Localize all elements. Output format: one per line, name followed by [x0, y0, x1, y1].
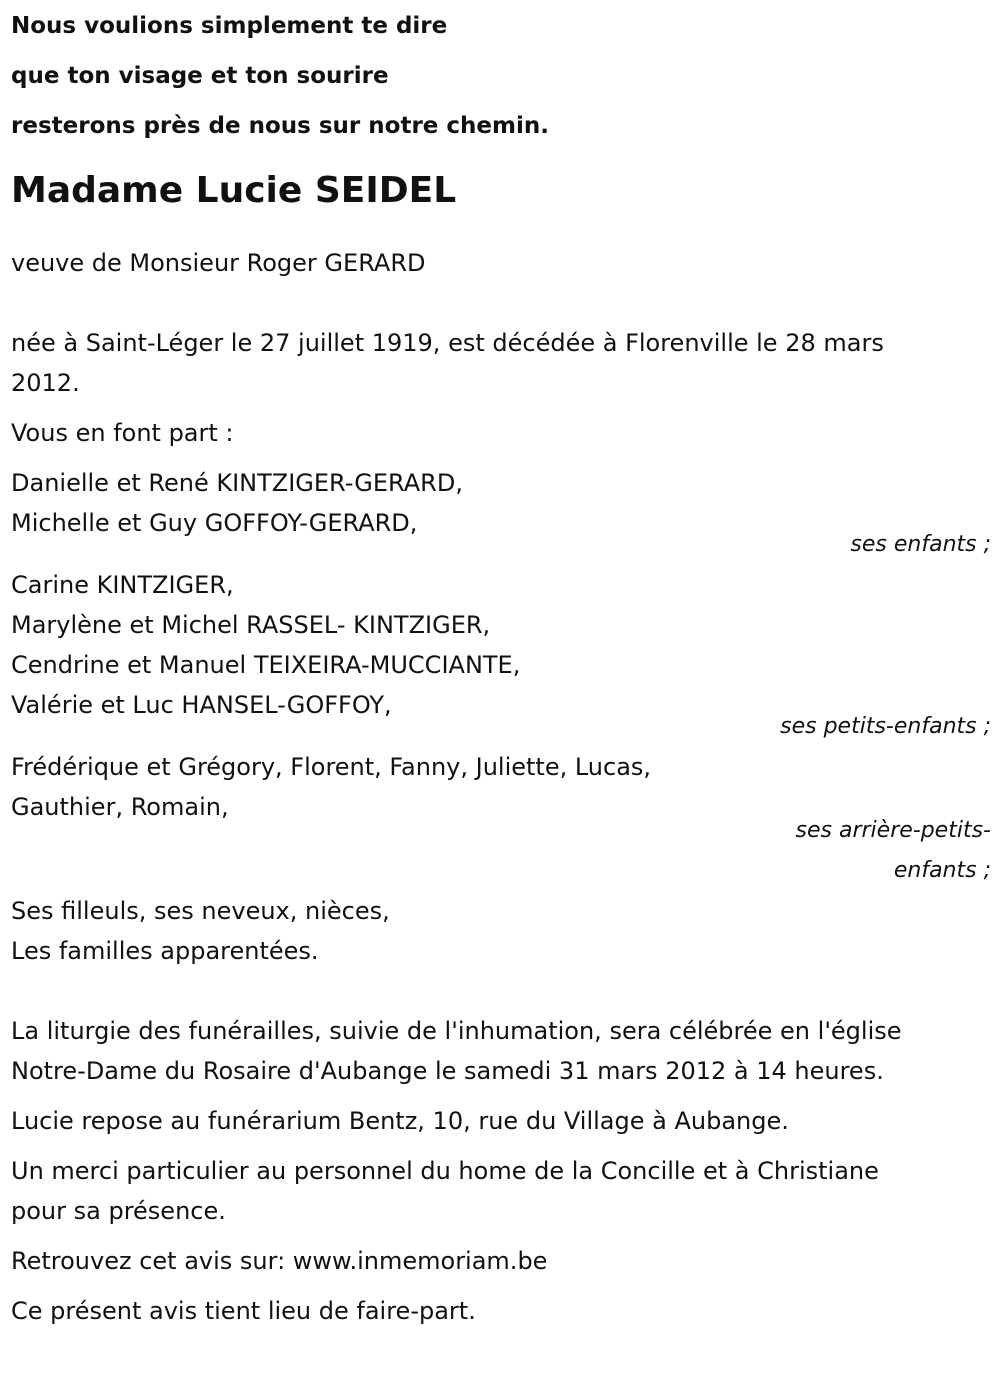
great-grandchildren-group	[11, 747, 991, 891]
grandchildren-group	[11, 565, 991, 745]
family-member-line: Michelle et Guy GOFFOY-GERARD,	[11, 509, 418, 537]
poem-line: que ton visage et ton sourire	[11, 63, 389, 89]
notice-line: Ce présent avis tient lieu de faire-part.	[11, 1297, 476, 1325]
family-member-line: Frédérique et Grégory, Florent, Fanny, Juliette, Lucas,	[11, 753, 652, 781]
thanks-line: Un merci particulier au personnel du home de la Concille et à Christiane	[11, 1157, 879, 1185]
thanks-line: pour sa présence.	[11, 1197, 226, 1225]
poem-line: Nous voulions simplement te dire	[11, 13, 448, 39]
obituary-notice	[11, 0, 991, 1331]
children-group	[11, 463, 991, 563]
relation-caption: enfants ;	[893, 858, 991, 883]
funeral-paragraph	[11, 1011, 991, 1091]
birth-death-line: 2012.	[11, 369, 80, 397]
poem	[11, 0, 991, 151]
relatives-line: Ses filleuls, ses neveux, nièces,	[11, 897, 390, 925]
thanks-paragraph	[11, 1151, 991, 1231]
other-relatives	[11, 891, 991, 971]
repose-line: Lucie repose au funérarium Bentz, 10, rue du Village à Aubange.	[11, 1107, 789, 1135]
relation-caption: ses petits-enfants ;	[780, 714, 991, 739]
family-member-line: Marylène et Michel RASSEL- KINTZIGER,	[11, 611, 491, 639]
announcement-intro: Vous en font part :	[11, 419, 234, 447]
birth-death-paragraph	[11, 323, 991, 403]
family-member-line: Gauthier, Romain,	[11, 793, 229, 821]
deceased-name: Madame Lucie SEIDEL	[11, 170, 457, 211]
website-line: Retrouvez cet avis sur: www.inmemoriam.be	[11, 1247, 548, 1275]
family-member-line: Carine KINTZIGER,	[11, 571, 234, 599]
family-member-line: Danielle et René KINTZIGER-GERARD,	[11, 469, 463, 497]
relatives-line: Les familles apparentées.	[11, 937, 319, 965]
birth-death-line: née à Saint-Léger le 27 juillet 1919, est décédée à Florenville le 28 mars	[11, 329, 884, 357]
funeral-line: Notre-Dame du Rosaire d'Aubange le samedi 31 mars 2012 à 14 heures.	[11, 1057, 884, 1085]
relation-caption: ses enfants ;	[850, 532, 991, 557]
family-member-line: Valérie et Luc HANSEL-GOFFOY,	[11, 691, 392, 719]
funeral-line: La liturgie des funérailles, suivie de l'inhumation, sera célébrée en l'église	[11, 1017, 902, 1045]
poem-line: resterons près de nous sur notre chemin.	[11, 113, 549, 139]
widow-of-line: veuve de Monsieur Roger GERARD	[11, 249, 426, 277]
relation-caption: ses arrière-petits-	[795, 818, 991, 843]
family-member-line: Cendrine et Manuel TEIXEIRA-MUCCIANTE,	[11, 651, 521, 679]
